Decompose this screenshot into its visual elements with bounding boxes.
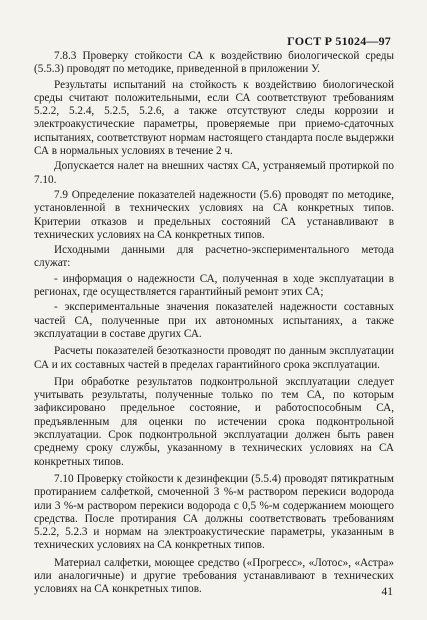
paragraph-7-9: 7.9 Определение показателей надежности (5.6) проводят по методике, установленной в технических условиях на СА конкретных типов. Критерии отказов и предельных состояний СА устанавливают в технических условиях на СА конкретных типов. bbox=[34, 188, 394, 241]
document-body bbox=[34, 50, 394, 599]
paragraph-cloth-material: Материал салфетки, моющее средство («Прогресс», «Лотос», «Астра» или аналогичные) и другие требования устанавливают в технических условиях на СА конкретных типов. bbox=[34, 556, 394, 596]
page-number: 41 bbox=[381, 586, 393, 598]
standard-header: ГОСТ Р 51024—97 bbox=[287, 34, 391, 48]
paragraph-failure-calc: Расчеты показателей безотказности проводят по данным эксплуатации СА и их составных частей в пределах гарантийного срока эксплуатации. bbox=[34, 345, 394, 371]
paragraph-7-10: 7.10 Проверку стойкости к дезинфекции (5.5.4) проводят пятикратным протиранием салфеткой, смоченной 3 %-м раствором перекиси водорода или 3 %-м раствором перекиси водорода с 0,5 %-м содержанием моющего средства. После протирания СА должны соответствовать требованиям 5.2.2, 5.2.3 и нормам на электроакустические параметры, указанным в технических условиях на СА конкретных типов. bbox=[34, 472, 394, 552]
paragraph-controlled-operation: При обработке результатов подконтрольной эксплуатации следует учитывать результаты, полученные только по тем СА, по которым зафиксировано предельное состояние, и работоспособным СА, предъявленным для оценки по истечении срока подконтрольной эксплуатации. Срок подконтрольной эксплуатации должен быть равен среднему сроку службы, указанному в технических условиях на СА конкретных типов. bbox=[34, 375, 394, 468]
list-item-reliability-info: - информация о надежности СА, полученная в ходе эксплуатации в регионах, где осуществляется гарантийный ремонт этих СА; bbox=[34, 272, 394, 299]
paragraph-initial-data: Исходными данными для расчетно-экспериментального метода служат: bbox=[34, 244, 394, 270]
paragraph-7-8-3: 7.8.3 Проверку стойкости СА к воздействию биологической среды (5.5.3) проводят по методике, приведенной в приложении У. bbox=[34, 50, 394, 76]
list-item-experimental-values: - экспериментальные значения показателей надежности составных частей СА, полученные при их автономных испытаниях, а также эксплуатации в составе других СА. bbox=[34, 301, 394, 340]
paragraph-residue-allowed: Допускается налет на внешних частях СА, устраняемый протиркой по 7.10. bbox=[34, 160, 394, 186]
paragraph-bio-results: Результаты испытаний на стойкость к воздействию биологической среды считают положительными, если СА соответствуют требованиям 5.2.2, 5.2.4, 5.2.5, 5.2.6, а также отсутствуют следы коррозии и электроакустические параметры, проверяемые при приемо-сдаточных испытаниях, соответствуют нормам настоящего стандарта после выдержки СА в нормальных условиях в течение 2 ч. bbox=[34, 78, 394, 158]
